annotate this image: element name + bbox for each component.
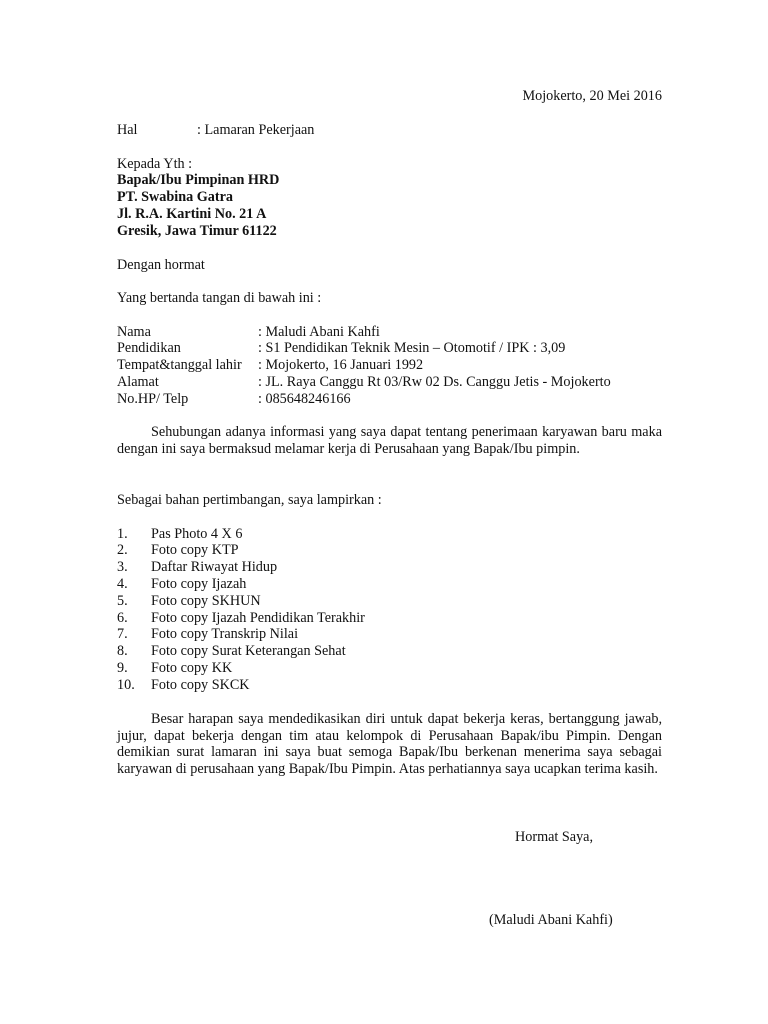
list-number: 8.: [117, 643, 128, 659]
list-item: [117, 643, 346, 660]
identity-value: : JL. Raya Canggu Rt 03/Rw 02 Ds. Canggu Jetis - Mojokerto: [258, 374, 611, 390]
list-text: Foto copy SKHUN: [151, 593, 261, 609]
recipient-line: Jl. R.A. Kartini No. 21 A: [117, 206, 267, 222]
identity-label: Alamat: [117, 374, 159, 390]
undersigned-line: Yang bertanda tangan di bawah ini :: [117, 290, 322, 306]
list-item: [117, 542, 239, 559]
list-item: [117, 660, 232, 677]
list-text: Foto copy KK: [151, 660, 233, 676]
list-number: 4.: [117, 576, 128, 592]
list-text: Foto copy Transkrip Nilai: [151, 626, 299, 642]
list-item: [117, 526, 242, 543]
list-item: [117, 626, 298, 643]
list-item: [117, 677, 250, 694]
recipient-line: Gresik, Jawa Timur 61122: [117, 223, 277, 239]
identity-value: : S1 Pendidikan Teknik Mesin – Otomotif / IPK : 3,09: [258, 340, 566, 356]
list-item: [117, 576, 246, 593]
list-item: [117, 610, 365, 627]
identity-value: : 085648246166: [258, 391, 351, 407]
identity-label: Tempat&tanggal lahir: [117, 357, 242, 373]
identity-label: Pendidikan: [117, 340, 181, 356]
subject-value: : Lamaran Pekerjaan: [197, 122, 315, 138]
list-text: Foto copy Ijazah: [151, 576, 247, 592]
list-number: 9.: [117, 660, 128, 676]
list-text: Pas Photo 4 X 6: [151, 526, 243, 542]
list-number: 5.: [117, 593, 128, 609]
list-item: [117, 593, 261, 610]
list-number: 10.: [117, 677, 135, 693]
list-number: 6.: [117, 610, 128, 626]
list-text: Foto copy Surat Keterangan Sehat: [151, 643, 346, 659]
list-number: 7.: [117, 626, 128, 642]
identity-value: : Maludi Abani Kahfi: [258, 324, 380, 340]
list-item: [117, 559, 277, 576]
identity-label: No.HP/ Telp: [117, 391, 189, 407]
list-text: Foto copy Ijazah Pendidikan Terakhir: [151, 610, 365, 626]
recipient-line: PT. Swabina Gatra: [117, 189, 234, 205]
list-number: 3.: [117, 559, 128, 575]
attachments-intro: Sebagai bahan pertimbangan, saya lampirkan :: [117, 492, 382, 508]
recipient-line: Bapak/Ibu Pimpinan HRD: [117, 172, 280, 188]
identity-value: : Mojokerto, 16 Januari 1992: [258, 357, 424, 373]
list-text: Daftar Riwayat Hidup: [151, 559, 278, 575]
closing-salutation: Hormat Saya,: [515, 829, 594, 845]
list-text: Foto copy KTP: [151, 542, 239, 558]
list-text: Foto copy SKCK: [151, 677, 250, 693]
paragraph-closing: Besar harapan saya mendedikasikan diri untuk dapat bekerja keras, bertanggung jawab, jujur, dapat bekerja dengan tim atau kelompok di Perusahaan Bapak/ibu Pimpin. Dengan demikian surat lamaran ini saya buat semoga Bapak/Ibu berkenan menerima saya sebagai karyawan di perusahaan yang Bapak/Ibu Pimpin. Atas perhatiannya saya ucapkan terima kasih.: [117, 711, 662, 777]
list-number: 2.: [117, 542, 128, 558]
date-line: Mojokerto, 20 Mei 2016: [522, 88, 662, 104]
recipient-intro: Kepada Yth :: [117, 156, 193, 172]
identity-label: Nama: [117, 324, 151, 340]
signature-name: (Maludi Abani Kahfi): [489, 912, 613, 928]
list-number: 1.: [117, 526, 128, 542]
paragraph-intro: Sehubungan adanya informasi yang saya dapat tentang penerimaan karyawan baru maka dengan ini saya bermaksud melamar kerja di Perusahaan yang Bapak/Ibu pimpin.: [117, 424, 662, 457]
greeting: Dengan hormat: [117, 257, 205, 273]
subject-label: Hal: [117, 122, 138, 138]
